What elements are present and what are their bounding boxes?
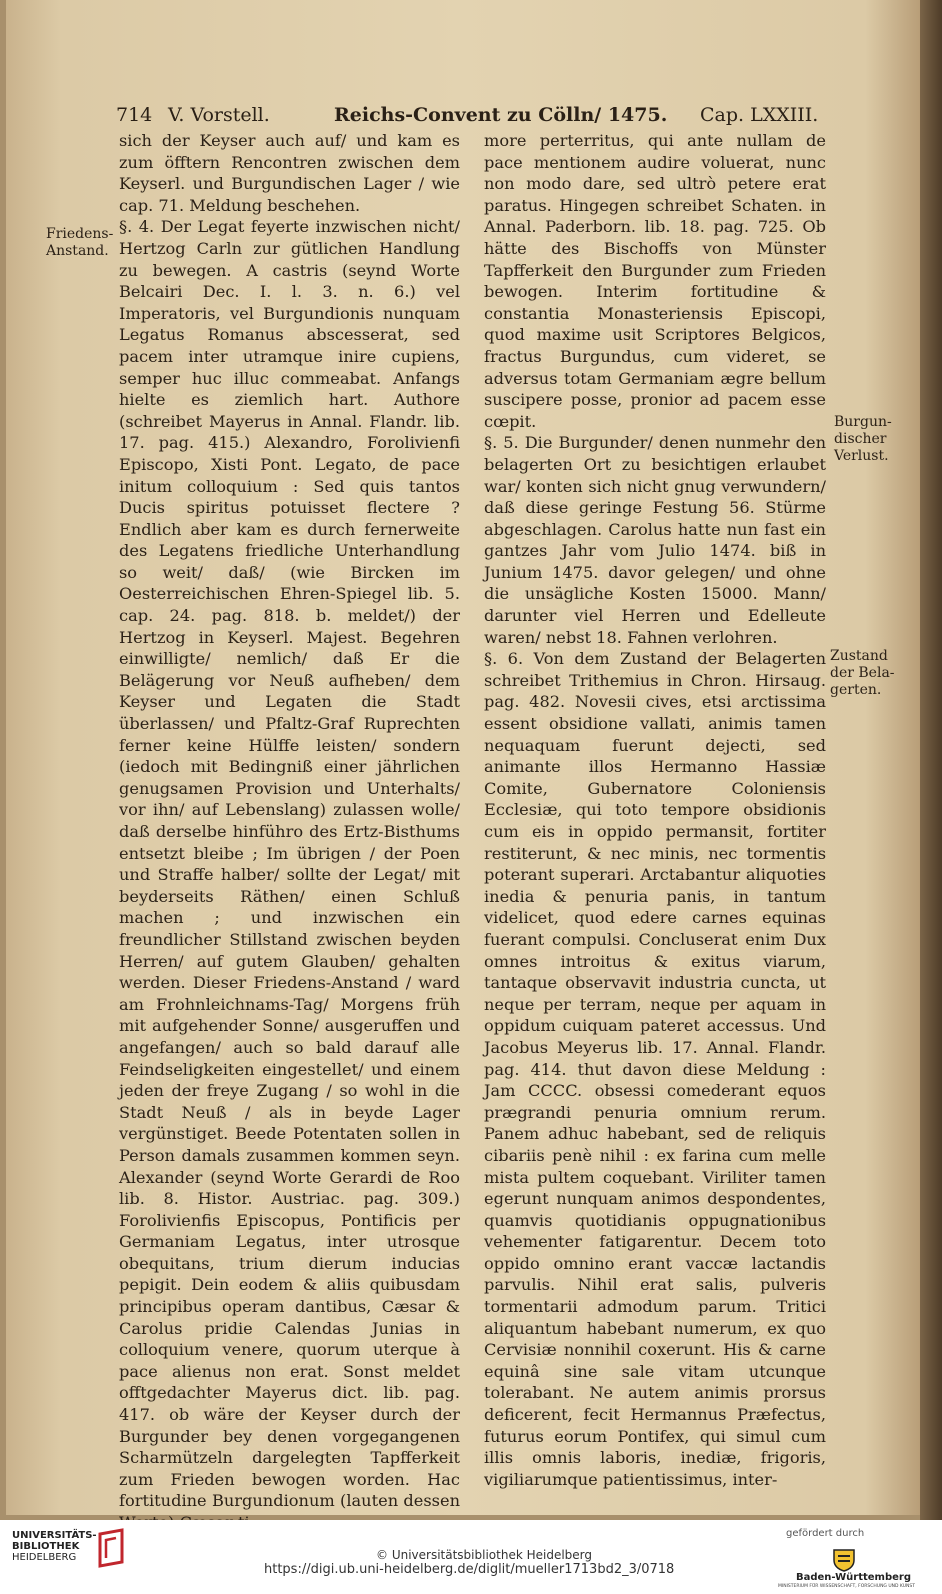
paragraph: §. 5. Die Burgunder/ denen nunmehr den belagerten Ort zu besichtigen erlaubet war/ konten sich nicht gnug verwundern/ daß diese geringe Festung 56. Stürme abgeschlagen. Carolus hatte nun fast ein gantzes Jahr vom Julio 1474. biß in Junium 1475. davor gelegen/ und ohne die unsägliche Kosten 15000. Mann/ darunter viel Herren und Edelleute waren/ nebst 18. Fahnen verlohren. bbox=[484, 433, 826, 647]
right-column bbox=[484, 130, 826, 1490]
viewer-footer bbox=[0, 1520, 942, 1594]
paragraph: §. 6. Von dem Zustand der Belagerten schreibet Trithemius in Chron. Hirsaug. pag. 482. Novesii cives, etsi arctissima essent obsidione vallati, animis tamen nequaquam fuerunt dejecti, sed animante illos Hermanno Hassiæ Comite, Gubernatore Coloniensis Ecclesiæ, qui toto tempore obsidionis cum eis in oppido permansit, fortiter restiterunt, & nec minis, nec tormentis poterant superari. Arctabantur aliquoties inedia & penuria panis, in tantum videlicet, quod edere carnes equinas fuerant compulsi. Concluserat enim Dux omnes introitus & exitus viarum, tantaque observavit industria cuncta, ut neque per terram, neque per aquam in oppidum cuiquam pateret accessus. Und Jacobus Meyerus lib. 17. Annal. Flandr. pag. 414. thut davon diese Meldung : Jam CCCC. obsessi comederant equos prægrandi penuria omnium rerum. Panem adhuc habebant, sed de reliquis cibariis penè nihil : ex farina cum melle mista pultem coquebant. Viriliter tamen egerunt nunquam animos despondentes, quamvis quotidianis oppugnationibus vehementer fatigarentur. Decem toto oppido omnino erant vaccæ lactandis parvulis. Nihil erat salis, pulveris tormentarii admodum parum. Tritici aliquantum habebant numerum, ex quo Cervisiæ nonnihil coxerunt. His & carne equinâ sine sale vitam utcunque tolerabant. Ne autem animis prorsus deficerent, fecit Hermannus Præfectus, futurus eorum Pontifex, qui simul cum illis omnis laboris, inediæ, frigoris, vigiliarumque patientissimus, inter- bbox=[484, 649, 826, 1489]
header-title: Reichs-Convent zu Cölln/ 1475. bbox=[334, 104, 668, 126]
page-number: 714 bbox=[116, 104, 153, 126]
section-label: V. Vorstell. bbox=[168, 104, 270, 126]
paragraph: more perterritus, qui ante nullam de pace mentionem audire voluerat, nunc non modo dare, sed ultrò petere erat paratus. Hingegen schreibet Schaten. in Annal. Paderborn. lib. 18. pag. 725. Ob hätte des Bischoffs von Münster Tapfferkeit den Burgunder zum Frieden bewogen. Interim fortitudine & constantia Monasteriensis Episcopi, quod maxime usit Scriptores Belgicos, fractus Burgundus, cum videret, se adversus totam Germaniam ægre bellum suscipere posse, pronior ad pacem esse cœpit. bbox=[484, 131, 826, 431]
copyright-text: © Universitätsbibliothek Heidelberg bbox=[376, 1548, 593, 1562]
library-logo-icon bbox=[96, 1528, 126, 1568]
permalink[interactable]: https://digi.ub.uni-heidelberg.de/diglit/mueller1713bd2_3/0718 bbox=[264, 1562, 675, 1577]
paragraph: §. 4. Der Legat feyerte inzwischen nicht/ Hertzog Carln zur gütlichen Handlung zu bewegen. A castris (seynd Worte Belcairi Dec. I. l. 3. n. 6.) vel Imperatoris, vel Burgundionis nunquam Legatus Romanus abscesserat, sed pacem inter utramque inire cupiens, semper huc illuc commeabat. Anfangs hielte es ziemlich hart. Authore (schreibet Mayerus in Annal. Flandr. lib. 17. pag. 415.) Alexandro, Forolivienfi Episcopo, Xisti Pont. Legato, de pace initum colloquium : Sed quis tantos Ducis spiritus potuisset flectere ? Endlich aber kam es durch fernerweite des Legatens friedliche Unterhandlung so weit/ daß/ (wie Bircken im Oesterreichischen Ehren-Spiegel lib. 5. cap. 24. pag. 818. b. meldet/) der Hertzog in Keyserl. Majest. Begehren einwilligte/ nemlich/ daß Er die Belägerung vor Neuß aufheben/ dem Keyser und Legaten die Stadt überlassen/ und Pfaltz-Graf Ruprechten ferner keine Hülffe leisten/ sondern (iedoch mit Bedingniß einer jährlichen genugsamen Provision und Unterhalts/ vor ihn/ auf Lebenslang) zulassen wolle/ daß derselbe hinführo des Ertz-Bisthums entsetzt bleibe ; Im übrigen / der Poen und Straffe halber/ sollte der Legat/ mit beyderseits Räthen/ einen Schluß machen ; und inzwischen ein freundlicher Stillstand zwischen beyden Herren/ auf gutem Glauben/ gehalten werden. Dieser Friedens-Anstand / ward am Frohnleichnams-Tag/ Morgens früh mit aufgehender Sonne/ ausgeruffen und angefangen/ auch so bald darauf alle Feindseligkeiten eingestellet/ und einem jeden der freye Zugang / so wohl in die Stadt Neuß / als in beyde Lager vergünstiget. Beede Potentaten sollen in Person damals zusammen kommen seyn. Alexander (seynd Worte Gerardi de Roo lib. 8. Histor. Austriac. pag. 309.) Forolivienfis Episcopus, Pontificis per Germaniam Legatus, inter utrosque obequitans, trium dierum inducias pepigit. Dein eodem & aliis quibusdam principibus operam dantibus, Cæsar & Carolus pridie Calendas Junias in colloquium venere, quorum uterque à pace alienus non erat. Sonst meldet offtgedachter Mayerus dict. lib. pag. 417. ob wäre der Keyser durch der Burgunder bey denen vorgegangenen Scharmützeln dargelegten Tapfferkeit zum Frieden bewogen worden. Hac fortitudine Burgundionum (lauten dessen bbox=[119, 217, 460, 1511]
sponsor-subtitle: MINISTERIUM FÜR WISSENSCHAFT, FORSCHUNG UND KUNST bbox=[778, 1584, 915, 1589]
sponsor-name: Baden-Württemberg bbox=[796, 1572, 912, 1583]
margin-note-verlust: Burgun- discher Verlust. bbox=[834, 414, 892, 464]
margin-note-friedens: Friedens- Anstand. bbox=[46, 226, 114, 259]
library-name: UNIVERSITÄTS- BIBLIOTHEK HEIDELBERG bbox=[12, 1530, 97, 1563]
paragraph: sich der Keyser auch auf/ und kam es zum öfftern Rencontren zwischen dem Keyserl. und Burgundischen Lager / wie cap. 71. Meldung beschehen. bbox=[119, 131, 460, 215]
left-column bbox=[119, 130, 460, 1534]
funded-by-label: gefördert durch bbox=[786, 1528, 865, 1539]
crest-icon bbox=[830, 1546, 858, 1572]
margin-note-zustand: Zustand der Bela- gerten. bbox=[830, 648, 895, 698]
running-header bbox=[116, 104, 836, 128]
chapter-label: Cap. LXXIII. bbox=[700, 104, 819, 126]
book-edge bbox=[920, 0, 942, 1520]
